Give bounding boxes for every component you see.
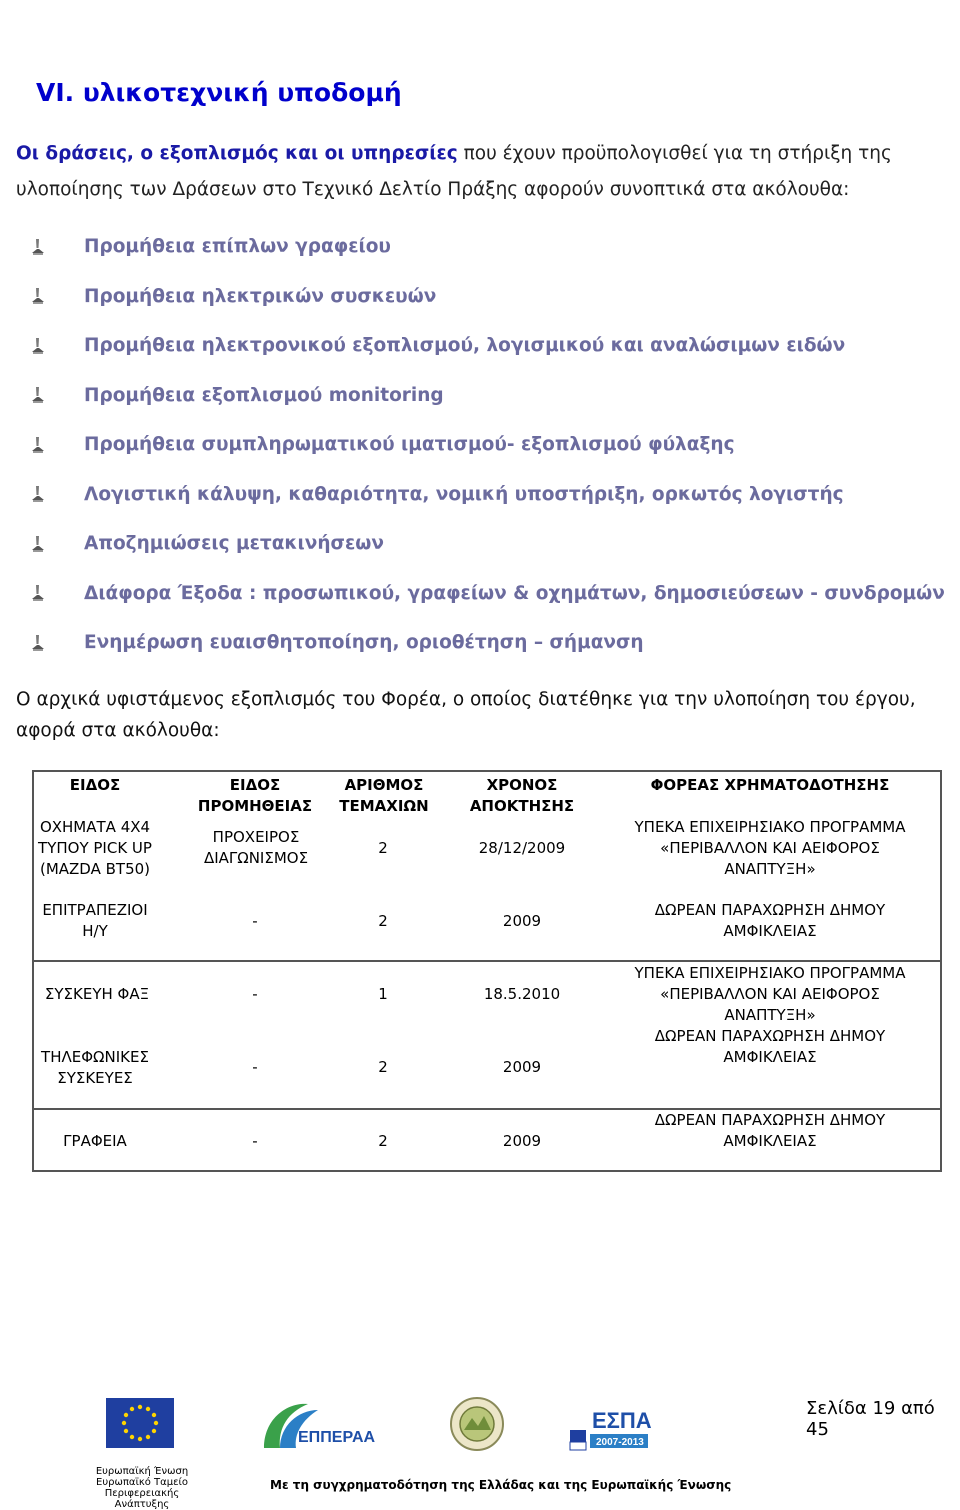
header-acquisition-time: ΧΡΟΝΟΣ ΑΠΟΚΤΗΣΗΣ (469, 776, 575, 815)
intro-line2: υλοποίησης των Δράσεων στο Τεχνικό Δελτίο Πράξης αφορούν συνοπτικά στα ακόλουθα: (16, 179, 850, 200)
row4-count: 2 (378, 1058, 388, 1076)
bullet-icon (30, 485, 46, 503)
epperaa-logo (258, 1398, 376, 1454)
bullet-item (30, 420, 950, 470)
bullet-text: Διάφορα Έξοδα : προσωπικού, γραφείων & οχημάτων, δημοσιεύσεων - συνδρομών (84, 582, 945, 604)
intro-paragraph (16, 136, 946, 208)
header-count: ΑΡΙΘΜΟΣ ΤΕΜΑΧΙΩΝ (339, 776, 429, 815)
eu-caption: Ευρωπαϊκή Ένωση Ευρωπαϊκό Ταμείο Περιφερειακής Ανάπτυξης (95, 1466, 189, 1510)
bullet-item (30, 222, 950, 272)
espa-logo-text: ΕΣΠΑ (592, 1408, 652, 1433)
equipment-paragraph: Ο αρχικά υφιστάμενος εξοπλισμός του Φορέα, ο οποίος διατέθηκε για την υλοποίηση του έργου, αφορά στα ακόλουθα: (16, 689, 916, 741)
row2-count: 2 (378, 912, 388, 930)
bullet-text: Προμήθεια ηλεκτρικών συσκευών (84, 285, 437, 307)
row5-type: ΓΡΑΦΕΙΑ (63, 1132, 127, 1150)
page-number: Σελίδα 19 από 45 (806, 1398, 935, 1440)
table-row-divider (32, 960, 942, 962)
bullet-text: Ενημέρωση ευαισθητοποίηση, οριοθέτηση – σήμανση (84, 632, 644, 654)
row3-time: 18.5.2010 (483, 985, 561, 1003)
row2-funding: ΔΩΡΕΑΝ ΠΑΡΑΧΩΡΗΣΗ ΔΗΜΟΥ ΑΜΦΙΚΛΕΙΑΣ (654, 901, 886, 940)
bullet-text: Προμήθεια συμπληρωματικού ιματισμού- εξοπλισμού φύλαξης (84, 434, 735, 456)
eu-flag-logo (106, 1398, 174, 1448)
bullet-item (30, 519, 950, 569)
row1-procurement: ΠΡΟΧΕΙΡΟΣ ΔΙΑΓΩΝΙΣΜΟΣ (203, 828, 309, 867)
intro-rest: που έχουν προϋπολογισθεί για τη στήριξη της (457, 143, 892, 164)
bullet-item (30, 272, 950, 322)
espa-years: 2007-2013 (596, 1437, 644, 1448)
row3-procurement: - (252, 985, 258, 1003)
row4-type: ΤΗΛΕΦΩΝΙΚΕΣ ΣΥΣΚΕΥΕΣ (41, 1048, 149, 1087)
row1-count: 2 (378, 839, 388, 857)
cofunding-note: Με τη συγχρηματοδότηση της Ελλάδας και της Ευρωπαϊκής Ένωσης (270, 1478, 732, 1492)
row2-type: ΕΠΙΤΡΑΠΕΖΙΟΙ Η/Υ (42, 901, 148, 940)
bullet-text: Προμήθεια εξοπλισμού monitoring (84, 384, 444, 406)
bullet-icon (30, 436, 46, 454)
intro-highlight: Οι δράσεις, ο εξοπλισμός και οι υπηρεσίες (16, 143, 458, 164)
bullet-icon (30, 584, 46, 602)
bullet-list (30, 222, 950, 668)
row3-count: 1 (378, 985, 388, 1003)
row5-count: 2 (378, 1132, 388, 1150)
row5-funding: ΔΩΡΕΑΝ ΠΑΡΑΧΩΡΗΣΗ ΔΗΜΟΥ ΑΜΦΙΚΛΕΙΑΣ (654, 1111, 886, 1150)
row4-funding: ΔΩΡΕΑΝ ΠΑΡΑΧΩΡΗΣΗ ΔΗΜΟΥ ΑΜΦΙΚΛΕΙΑΣ (654, 1027, 886, 1066)
bullet-item (30, 371, 950, 421)
bullet-item (30, 618, 950, 668)
bullet-icon (30, 634, 46, 652)
bullet-text: Προμήθεια ηλεκτρονικού εξοπλισμού, λογισμικού και αναλώσιμων ειδών (84, 335, 846, 357)
row1-funding: ΥΠΕΚΑ ΕΠΙΧΕΙΡΗΣΙΑΚΟ ΠΡΟΓΡΑΜΜΑ «ΠΕΡΙΒΑΛΛΟΝ ΚΑΙ ΑΕΙΦΟΡΟΣ ΑΝΑΠΤΥΞΗ» (634, 818, 906, 878)
bullet-item (30, 470, 950, 520)
bullet-icon (30, 287, 46, 305)
header-procurement-type: ΕΙΔΟΣ ΠΡΟΜΗΘΕΙΑΣ (197, 776, 313, 815)
row5-time: 2009 (502, 1132, 542, 1150)
espa-logo (570, 1400, 652, 1454)
bullet-text: Προμήθεια επίπλων γραφείου (84, 236, 391, 258)
header-type: ΕΙΔΟΣ (69, 776, 121, 794)
row3-funding: ΥΠΕΚΑ ΕΠΙΧΕΙΡΗΣΙΑΚΟ ΠΡΟΓΡΑΜΜΑ «ΠΕΡΙΒΑΛΛΟΝ ΚΑΙ ΑΕΙΦΟΡΟΣ ΑΝΑΠΤΥΞΗ» (634, 964, 906, 1024)
row4-procurement: - (252, 1058, 258, 1076)
row2-procurement: - (252, 912, 258, 930)
row1-type: ΟΧΗΜΑΤΑ 4Χ4 ΤΥΠΟΥ PICK UP (MAZDA BT50) (38, 818, 152, 878)
bullet-item (30, 569, 950, 619)
row5-procurement: - (252, 1132, 258, 1150)
section-title: VI. υλικοτεχνική υποδομή (36, 78, 402, 107)
bullet-icon (30, 238, 46, 256)
bullet-text: Αποζημιώσεις μετακινήσεων (84, 533, 384, 555)
bullet-icon (30, 535, 46, 553)
bullet-icon (30, 337, 46, 355)
row2-time: 2009 (502, 912, 542, 930)
epperaa-logo-text: ΕΠΠΕΡΑΑ (298, 1429, 376, 1446)
row1-time: 28/12/2009 (478, 839, 566, 857)
row3-type: ΣΥΣΚΕΥΗ ΦΑΞ (44, 985, 150, 1003)
ministry-seal-logo (448, 1396, 506, 1452)
bullet-icon (30, 386, 46, 404)
bullet-item (30, 321, 950, 371)
bullet-text: Λογιστική κάλυψη, καθαριότητα, νομική υποστήριξη, ορκωτός λογιστής (84, 483, 844, 505)
row4-time: 2009 (502, 1058, 542, 1076)
header-funding-body: ΦΟΡΕΑΣ ΧΡΗΜΑΤΟΔΟΤΗΣΗΣ (650, 776, 890, 794)
